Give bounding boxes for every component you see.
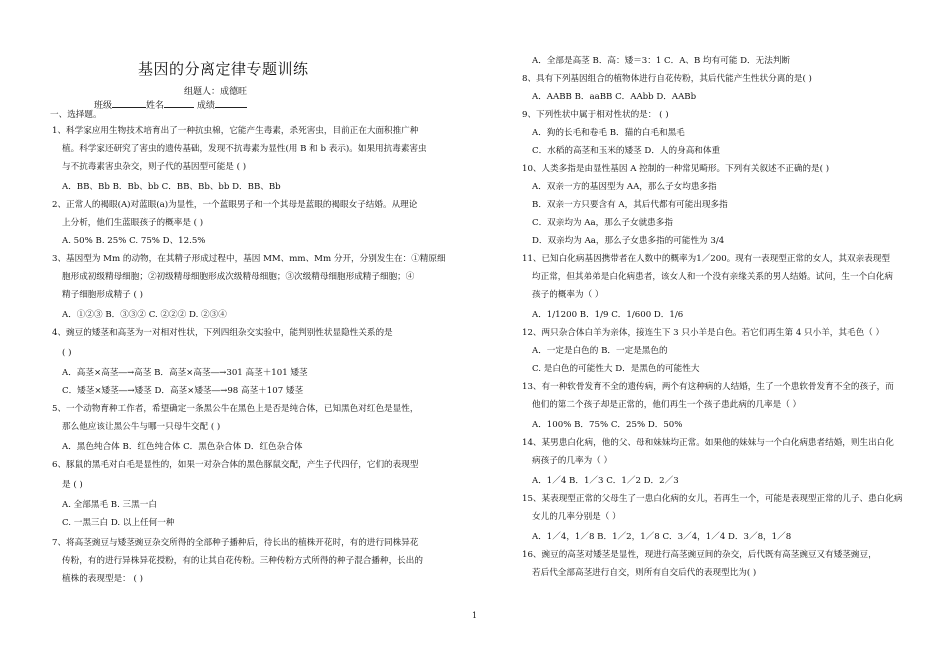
question-text-line: 若后代全部高茎进行自交，则所有自交后代的表现型比为( ) xyxy=(532,568,757,578)
page-number: 1 xyxy=(472,611,478,620)
question-text-line: 那么他应该让黑公牛与哪一只母牛交配 ( ) xyxy=(62,422,221,432)
question-text-line: 1、科学家应用生物技术培育出了一种抗虫棉，它能产生毒素，杀死害虫，目前正在大面积推广种 xyxy=(52,126,419,136)
question-text-line: A．1／4 B．1／3 C．1／2 D．2／3 xyxy=(532,476,679,486)
question-text-line: 7、将高茎豌豆与矮茎豌豆杂交所得的全部种子播种后，待长出的植株开花时，有的进行同株异花 xyxy=(52,538,419,548)
question-text-line: A．双亲一方的基因型为 AA，那么子女均患多指 xyxy=(532,182,717,192)
question-text-line: A．1／4，1／8 B．1／2，1／8 C．3／4，1／4 D．3／8，1／8 xyxy=(532,532,792,542)
question-text-line: 4、豌豆的矮茎和高茎为一对相对性状，下列四组杂交实验中，能判别性状显隐性关系的是 xyxy=(52,328,393,338)
question-text-line: A．①②③ B．③③② C. ②②② D. ②③④ xyxy=(62,310,227,320)
question-text-line: 3、基因型为 Mm 的动物，在其精子形成过程中，基因 MM、mm、Mm 分开，分别发生在：①精原细 xyxy=(52,254,446,264)
question-text-line: 13、有一种软骨发育不全的遗传病，两个有这种病的人结婚，生了一个患软骨发育不全的孩子，而 xyxy=(522,382,894,392)
question-text-line: C．双亲均为 Aa，那么子女就患多指 xyxy=(532,218,673,228)
question-text-line: 9、下列性状中属于相对性状的是： ( ) xyxy=(522,110,669,120)
question-text-line: 11、已知白化病基因携带者在人数中的概率为1／200。现有一表现型正常的女人，其双亲表现型 xyxy=(522,254,890,264)
question-text-line: 12、两只杂合体白羊为亲体，接连生下 3 只小羊是白色。若它们再生第 4 只小羊，其毛色（ ） xyxy=(522,328,885,338)
question-text-line: 8、具有下列基因组合的植物体进行自花传粉，其后代能产生性状分离的是( ) xyxy=(522,74,812,84)
question-text-line: A．1/1200 B．1/9 C．1/600 D．1/6 xyxy=(532,310,684,320)
question-text-line: A．100% B．75% C．25% D．50% xyxy=(532,420,683,430)
author-line: 组题人：成德旺 xyxy=(184,87,248,97)
question-text-line: 植。科学家还研究了害虫的遗传基础，发现不抗毒素为显性(用 B 和 b 表示)。如果用抗毒素害虫 xyxy=(62,144,427,154)
question-text-line: A．狗的长毛和卷毛 B．猫的白毛和黑毛 xyxy=(532,128,685,138)
name-blank[interactable] xyxy=(164,97,194,108)
question-text-line: 他们的第二个孩子却是正常的，他们再生一个孩子患此病的几率是（ ） xyxy=(532,400,802,410)
question-text-line: 女儿的几率分别是（ ） xyxy=(532,512,621,522)
question-text-line: 16、豌豆的高茎对矮茎是显性，现进行高茎豌豆间的杂交，后代既有高茎豌豆又有矮茎豌豆， xyxy=(522,550,877,560)
question-text-line: 是 ( ) xyxy=(62,480,83,490)
question-text-line: C. 是白色的可能性大 D．是黑色的可能性大 xyxy=(532,364,700,374)
question-text-line: 传粉，有的进行异株异花授粉，有的让其自花传粉。三种传粉方式所得的种子混合播种，长出的 xyxy=(62,556,423,566)
question-text-line: 胞形成初级精母细胞；②初级精母细胞形成次级精母细胞；③次级精母细胞形成精子细胞；④ xyxy=(62,272,415,282)
question-text-line: D．双亲均为 Aa，那么子女患多指的可能性为 3/4 xyxy=(532,236,725,246)
question-text-line: A. 全部黑毛 B. 三黑一白 xyxy=(62,500,157,510)
question-text-line: 与不抗毒素害虫杂交，则子代的基因型可能是 ( ) xyxy=(62,162,247,172)
question-text-line: 精子细胞形成精子 ( ) xyxy=(62,290,143,300)
score-blank[interactable] xyxy=(215,97,247,108)
question-text-line: A．高茎×高茎―→高茎 B．高茎×高茎―→301 高茎＋101 矮茎 xyxy=(62,368,308,378)
question-text-line: 15、某表现型正常的父母生了一患白化病的女儿，若再生一个，可能是表现型正常的儿子、患白化病 xyxy=(522,494,903,504)
question-text-line: B．双亲一方只要含有 A，其后代都有可能出现多指 xyxy=(532,200,728,210)
question-text-line: 5、一个动物育种工作者，希望确定一条黑公牛在黑色上是否是纯合体，已知黑色对红色是显性， xyxy=(52,404,419,414)
question-text-line: ( ) xyxy=(62,348,72,358)
question-text-line: C．水稻的高茎和玉米的矮茎 D．人的身高和体重 xyxy=(532,146,721,156)
question-text-line: A. 50% B. 25% C. 75% D、12.5% xyxy=(62,236,206,246)
question-text-line: 均正常，但其弟弟是白化病患者，该女人和一个没有亲缘关系的男人结婚。试问，生一个白化病 xyxy=(532,272,893,282)
class-blank[interactable] xyxy=(112,97,146,108)
question-text-line: 植株的表现型是： ( ) xyxy=(62,574,143,584)
question-text-line: A．BB、Bb B．Bb、bb C．BB、Bb、bb D．BB、Bb xyxy=(62,182,281,192)
question-text-line: A．一定是白色的 B．一定是黑色的 xyxy=(532,346,668,356)
question-text-line: C. 一黑三白 D. 以上任何一种 xyxy=(62,518,175,528)
question-text-line: 6、豚鼠的黑毛对白毛是显性的，如果一对杂合体的黑色豚鼠交配，产生子代四仔，它们的表现型 xyxy=(52,460,419,470)
question-text-line: 孩子的概率为（ ） xyxy=(532,290,604,300)
name-label: 姓名 xyxy=(146,101,165,111)
student-info-line xyxy=(94,97,247,111)
score-label: 成绩 xyxy=(196,101,215,111)
question-text-line: 14、某男患白化病，他的父、母和妹妹均正常。如果他的妹妹与一个白化病患者结婚，则生出白化 xyxy=(522,438,894,448)
question-text-line: 2、正常人的褐眼(A)对蓝眼(a)为显性，一个蓝眼男子和一个其母是蓝眼的褐眼女子结婚。从理论 xyxy=(52,200,418,210)
question-text-line: A．黑色纯合体 B．红色纯合体 C．黑色杂合体 D．红色杂合体 xyxy=(62,442,303,452)
page-title: 基因的分离定律专题训练 xyxy=(138,60,309,78)
section-heading: 一、选择题。 xyxy=(50,110,102,120)
question-text-line: 上分析，他们生蓝眼孩子的概率是 ( ) xyxy=(62,218,204,228)
question-text-line: 病孩子的几率为（ ） xyxy=(532,456,613,466)
question-text-line: A．AABB B．aaBB C．AAbb D．AABb xyxy=(532,92,697,102)
question-text-line: C．矮茎×矮茎―→矮茎 D．高茎×矮茎―→98 高茎＋107 矮茎 xyxy=(62,386,304,396)
question-text-line: 10、人类多指是由显性基因 A 控制的一种常见畸形。下列有关叙述不正确的是( ) xyxy=(522,164,830,174)
class-label: 班级 xyxy=(94,101,113,111)
question-text-line: A．全部是高茎 B．高：矮＝3：1 C．A、B 均有可能 D．无法判断 xyxy=(532,56,791,66)
